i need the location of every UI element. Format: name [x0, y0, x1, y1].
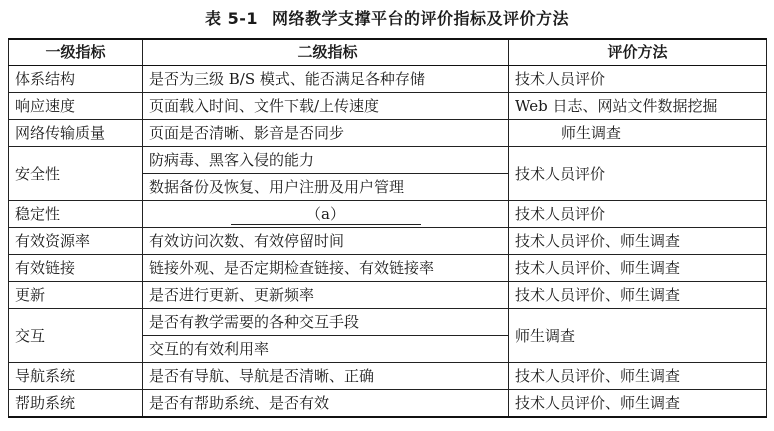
- level2-cell: 链接外观、是否定期检查链接、有效链接率: [143, 255, 509, 282]
- table-row: [9, 147, 767, 174]
- method-cell: 技术人员评价: [509, 147, 767, 201]
- table-row: [9, 93, 767, 120]
- level2-cell: 是否有导航、导航是否清晰、正确: [143, 363, 509, 390]
- level2-cell: 有效访问次数、有效停留时间: [143, 228, 509, 255]
- table-header-row: [9, 39, 767, 66]
- table-row: [9, 201, 767, 228]
- level1-cell: 交互: [9, 309, 143, 363]
- method-cell: 技术人员评价、师生调查: [509, 390, 767, 418]
- header-method: 评价方法: [509, 39, 767, 66]
- level1-cell: 有效资源率: [9, 228, 143, 255]
- level1-cell: 导航系统: [9, 363, 143, 390]
- table-row: [9, 309, 767, 336]
- level2-cell: 页面是否清晰、影音是否同步: [143, 120, 509, 147]
- table-title: 网络教学支撑平台的评价指标及评价方法: [271, 9, 569, 28]
- level2-cell: 是否有教学需要的各种交互手段: [143, 309, 509, 336]
- table-row: [9, 120, 767, 147]
- table-row: [9, 282, 767, 309]
- table-row: [9, 363, 767, 390]
- method-cell: 技术人员评价、师生调查: [509, 282, 767, 309]
- level1-cell: 帮助系统: [9, 390, 143, 418]
- table-row: [9, 66, 767, 93]
- level1-cell: 体系结构: [9, 66, 143, 93]
- level2-cell: 防病毒、黑客入侵的能力: [143, 147, 509, 174]
- level1-cell: 安全性: [9, 147, 143, 201]
- level2-cell: 数据备份及恢复、用户注册及用户管理: [143, 174, 509, 201]
- method-cell: 技术人员评价、师生调查: [509, 228, 767, 255]
- method-cell: 技术人员评价、师生调查: [509, 255, 767, 282]
- level1-cell: 网络传输质量: [9, 120, 143, 147]
- table-caption: [0, 6, 774, 29]
- method-cell: 技术人员评价: [509, 66, 767, 93]
- level2-cell: 是否为三级 B/S 模式、能否满足各种存储: [143, 66, 509, 93]
- header-level2: 二级指标: [143, 39, 509, 66]
- level1-cell: 有效链接: [9, 255, 143, 282]
- table-row: [9, 228, 767, 255]
- level1-cell: 响应速度: [9, 93, 143, 120]
- method-cell: Web 日志、网站文件数据挖掘: [509, 93, 767, 120]
- level2-cell: [143, 201, 509, 228]
- table-row: [9, 255, 767, 282]
- method-cell: 师生调查: [509, 309, 767, 363]
- method-cell: 师生调查: [509, 120, 767, 147]
- header-level1: 一级指标: [9, 39, 143, 66]
- fill-in-blank: （a）: [231, 204, 421, 225]
- level1-cell: 稳定性: [9, 201, 143, 228]
- level2-cell: 是否有帮助系统、是否有效: [143, 390, 509, 418]
- evaluation-table: [8, 38, 767, 418]
- level1-cell: 更新: [9, 282, 143, 309]
- method-cell: 技术人员评价、师生调查: [509, 363, 767, 390]
- level2-cell: 是否进行更新、更新频率: [143, 282, 509, 309]
- method-cell: 技术人员评价: [509, 201, 767, 228]
- table-row: [9, 390, 767, 418]
- level2-cell: 交互的有效利用率: [143, 336, 509, 363]
- table-number: 表 5-1: [205, 9, 258, 28]
- level2-cell: 页面载入时间、文件下载/上传速度: [143, 93, 509, 120]
